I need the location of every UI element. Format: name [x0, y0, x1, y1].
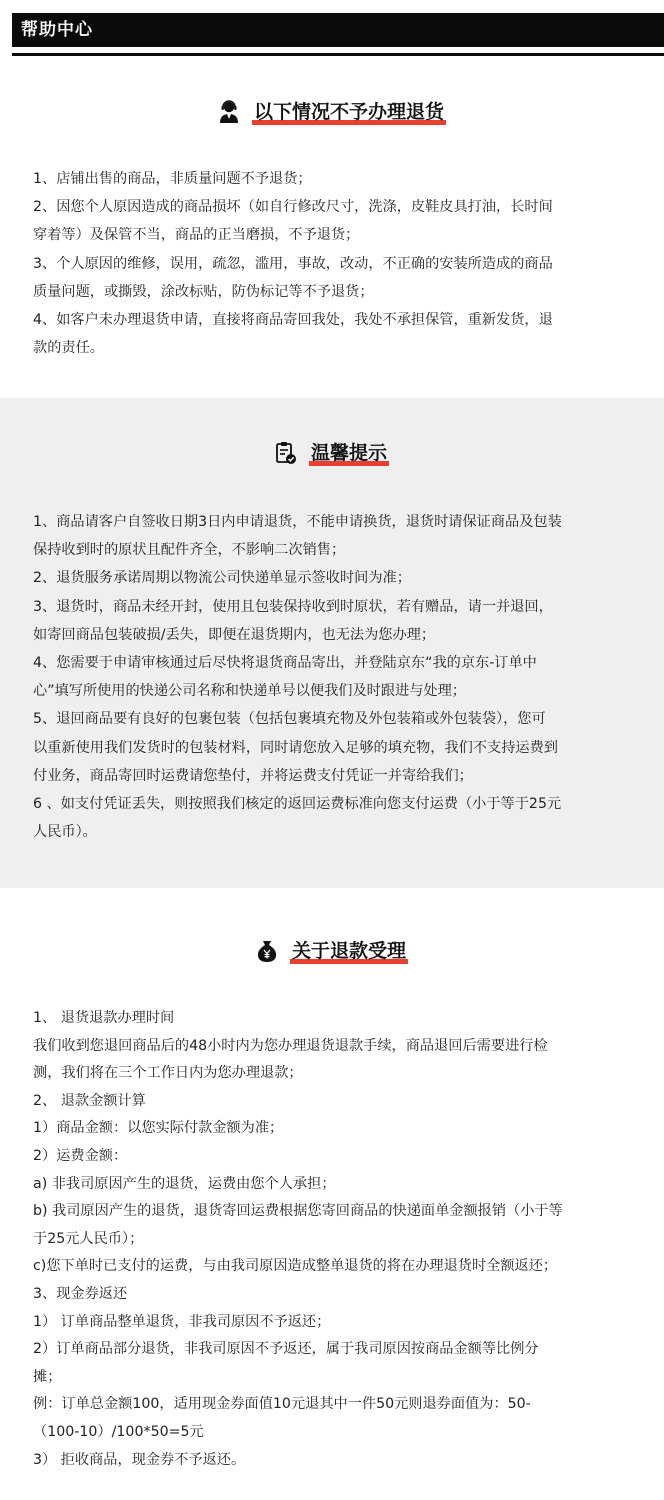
text-line: 2、 退款金额计算: [33, 1092, 146, 1109]
text-line: 2、退货服务承诺周期以物流公司快递单显示签收时间为准；: [33, 570, 411, 587]
text-line: 3、退货时，商品未经开封，使用且包装保持收到时原状，若有赠品，请一并退回，: [33, 598, 553, 615]
text-line: 3、现金券返还: [33, 1285, 128, 1302]
text-line: 3、个人原因的维修，误用，疏忽，滥用，事故，改动，不正确的安装所造成的商品: [33, 255, 553, 272]
no-return-title: 以下情况不予办理退货: [253, 101, 444, 123]
refund-heading: [0, 939, 664, 963]
text-line: 1）商品金额：以您实际付款金额为准；: [33, 1120, 284, 1137]
text-line: 如寄回商品包装破损/丢失，即便在退货期内，也无法为您办理；: [33, 626, 436, 643]
tips-section: [0, 398, 664, 888]
text-line: a) 非我司原因产生的退货，运费由您个人承担；: [33, 1175, 336, 1192]
text-line: 款的责任。: [33, 340, 104, 357]
text-line: 6 、如支付凭证丢失，则按照我们核定的返回运费标准向您支付运费（小于等于25元: [33, 796, 562, 813]
text-line: 1、店铺出售的商品，非质量问题不予退货；: [33, 171, 312, 187]
no-return-text: [33, 165, 635, 362]
text-line: 1） 订单商品整单退货，非我司原因不予返还；: [33, 1313, 331, 1330]
text-line: 摊；: [33, 1368, 62, 1385]
refund-title: 关于退款受理: [291, 940, 406, 962]
help-center-title: 帮助中心: [21, 20, 93, 40]
text-line: 2、因您个人原因造成的商品损坏（如自行修改尺寸，洗涤，皮鞋皮具打油，长时间: [33, 199, 553, 216]
text-line: 1、 退货退款办理时间: [33, 1010, 175, 1026]
text-line: 人民币）。: [33, 824, 97, 841]
text-line: 1、商品请客户自签收日期3日内申请退货，不能申请换货，退货时请保证商品及包装: [33, 514, 562, 530]
text-line: 我们收到您退回商品后的48小时内为您办理退货退款手续，商品退回后需要进行检: [33, 1037, 548, 1054]
no-return-heading: [0, 100, 664, 124]
text-line: 保持收到时的原状且配件齐全，不影响二次销售；: [33, 542, 346, 559]
text-line: 质量问题，或撕毁，涂改标贴，防伪标记等不予退货；: [33, 283, 374, 300]
text-line: 2）运费金额：: [33, 1147, 128, 1164]
money-bag-icon: [256, 939, 278, 963]
help-center-header: [12, 13, 664, 47]
text-line: 心”填写所使用的快递公司名称和快递单号以便我们及时跟进与处理；: [33, 683, 466, 700]
text-line: 测，我们将在三个工作日内为您办理退款；: [33, 1065, 303, 1082]
text-line: （100-10）/100*50=5元: [33, 1423, 204, 1440]
text-line: 穿着等）及保管不当，商品的正当磨损，不予退货；: [33, 227, 360, 244]
header-divider: [12, 53, 664, 56]
text-line: 4、您需要于申请审核通过后尽快将退货商品寄出，并登陆京东“我的京东-订单中: [33, 655, 537, 672]
tips-text: [33, 508, 635, 846]
text-line: 5、退回商品要有良好的包裹包装（包括包裹填充物及外包装箱或外包装袋），您可: [33, 711, 546, 728]
text-line: b) 我司原因产生的退货，退货寄回运费根据您寄回商品的快递面单金额报销（小于等: [33, 1203, 563, 1220]
text-line: c)您下单时已支付的运费，与由我司原因造成整单退货的将在办理退货时全额返还；: [33, 1258, 558, 1275]
refund-text: [33, 1005, 635, 1474]
text-line: 以重新使用我们发货时的包装材料，同时请您放入足够的填充物，我们不支持运费到: [33, 739, 558, 756]
no-return-section: [0, 58, 664, 398]
text-line: 付业务，商品寄回时运费请您垫付，并将运费支付凭证一并寄给我们；: [33, 767, 473, 784]
refund-section: [0, 888, 664, 1500]
text-line: 于25元人民币）；: [33, 1230, 144, 1247]
text-line: 2）订单商品部分退货，非我司原因不予返还，属于我司原因按商品金额等比例分: [33, 1341, 539, 1358]
tips-title: 温馨提示: [310, 442, 387, 464]
tips-heading: [0, 441, 664, 465]
clipboard-check-icon: [275, 441, 297, 465]
customer-service-icon: [218, 100, 240, 124]
text-line: 4、如客户未办理退货申请，直接将商品寄回我处，我处不承担保管，重新发货，退: [33, 312, 553, 329]
text-line: 例：订单总金额100，适用现金券面值10元退其中一件50元则退券面值为：50-: [33, 1396, 531, 1413]
text-line: 3） 拒收商品，现金券不予返还。: [33, 1451, 246, 1468]
